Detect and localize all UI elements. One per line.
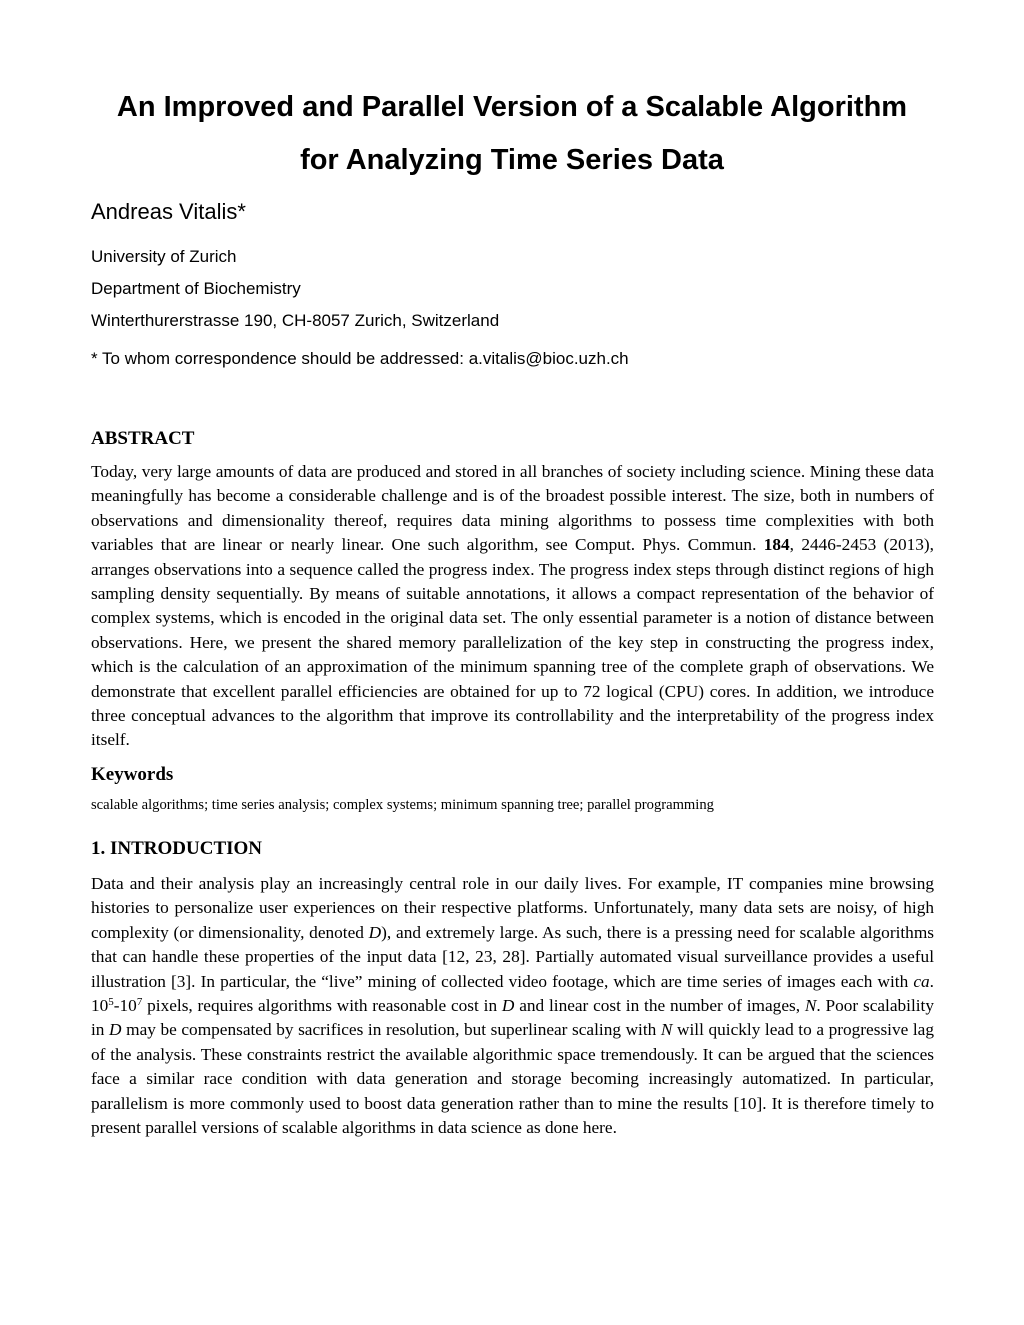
- paper-title: [60, 81, 964, 187]
- title-line-2: for Analyzing Time Series Data: [300, 144, 724, 176]
- abstract-part-1: Today, very large amounts of data are produced and stored in all branches of society including science. Mining these data meaningfully has become a considerable challenge and is of the broadest possible interest. The size, both in numbers of observations and dimensionality thereof, requires data mining algorithms to possess time complexities with both variables that are linear or nearly linear. One such algorithm, see Comput. Phys. Commun.: [91, 462, 934, 555]
- abstract-text: [91, 460, 934, 753]
- intro-seg: . 10: [91, 971, 934, 1016]
- journal-volume: 184: [763, 535, 790, 555]
- correspondence-note: * To whom correspondence should be addressed: a.vitalis@bioc.uzh.ch: [91, 349, 629, 368]
- introduction-heading: 1. INTRODUCTION: [91, 838, 263, 859]
- symbol-n: N: [660, 1020, 673, 1040]
- intro-seg: and linear cost in the number of images,: [514, 996, 805, 1016]
- intro-seg: ), and extremely large. As such, there is a pressing need for scalable algorithms that can handle these properties of the input data [12, 23, 28]. Partially automated visual surveillance provides a useful illustration [3]. In particular, the “live” mining of collected video footage, which are time series of images each with: [91, 922, 934, 991]
- keywords-list: scalable algorithms; time series analysis; complex systems; minimum spanning tree; parallel programming: [91, 797, 714, 813]
- symbol-d: D: [368, 922, 382, 942]
- exponent: 5: [108, 996, 114, 1009]
- abstract-part-2: , 2446-2453 (2013), arranges observations into a sequence called the progress index. The progress index steps through distinct regions of high sampling density sequentially. By means of suitable annotations, it allows a compact representation of the behavior of complex systems, which is encoded in the original data set. The only essential parameter is a notion of distance between observations. Here, we present the shared memory parallelization of the key step in constructing the progress index, which is the calculation of an approximation of the minimum spanning tree of the complete graph of observations. We demonstrate that excellent parallel efficiencies are obtained for up to 72 logical (CPU) cores. In addition, we introduce three conceptual advances to the algorithm that improve its controllability and the interpretability of the progress index itself.: [91, 535, 934, 750]
- intro-seg: will quickly lead to a progressive lag of the analysis. These constraints restrict the available algorithmic space tremendously. It can be argued that the sciences face a similar race condition with data generation and storage becoming increasingly automatized. In particular, parallelism is more commonly used to boost data generation rather than to mine the results [10]. It is therefore timely to present parallel versions of scalable algorithms in data science as done here.: [91, 1020, 934, 1138]
- affiliation-department: Department of Biochemistry: [91, 279, 301, 298]
- intro-seg: . Poor scalability in: [91, 996, 934, 1040]
- symbol-d: D: [501, 996, 515, 1016]
- abbrev-ca: ca: [913, 971, 930, 991]
- intro-seg: -10: [113, 996, 137, 1016]
- intro-seg: Data and their analysis play an increasingly central role in our daily lives. For example, IT companies mine browsing histories to personalize user experiences on their respective platforms. Unfortunately, many data sets are noisy, of high complexity (or dimensionality, denoted: [91, 874, 934, 942]
- affiliation-address: Winterthurerstrasse 190, CH-8057 Zurich, Switzerland: [91, 311, 500, 330]
- keywords-heading: Keywords: [91, 764, 174, 785]
- symbol-d: D: [109, 1020, 122, 1040]
- introduction-text: [91, 872, 934, 1140]
- author-name: Andreas Vitalis*: [91, 199, 246, 224]
- symbol-n: N: [804, 996, 817, 1016]
- abstract-heading: ABSTRACT: [91, 428, 195, 449]
- intro-seg: pixels, requires algorithms with reasonable cost in: [142, 996, 502, 1016]
- exponent: 7: [136, 996, 143, 1009]
- intro-seg: may be compensated by sacrifices in resolution, but superlinear scaling with: [121, 1020, 661, 1040]
- affiliation-university: University of Zurich: [91, 247, 237, 266]
- title-line-1: An Improved and Parallel Version of a Scalable Algorithm: [116, 91, 908, 123]
